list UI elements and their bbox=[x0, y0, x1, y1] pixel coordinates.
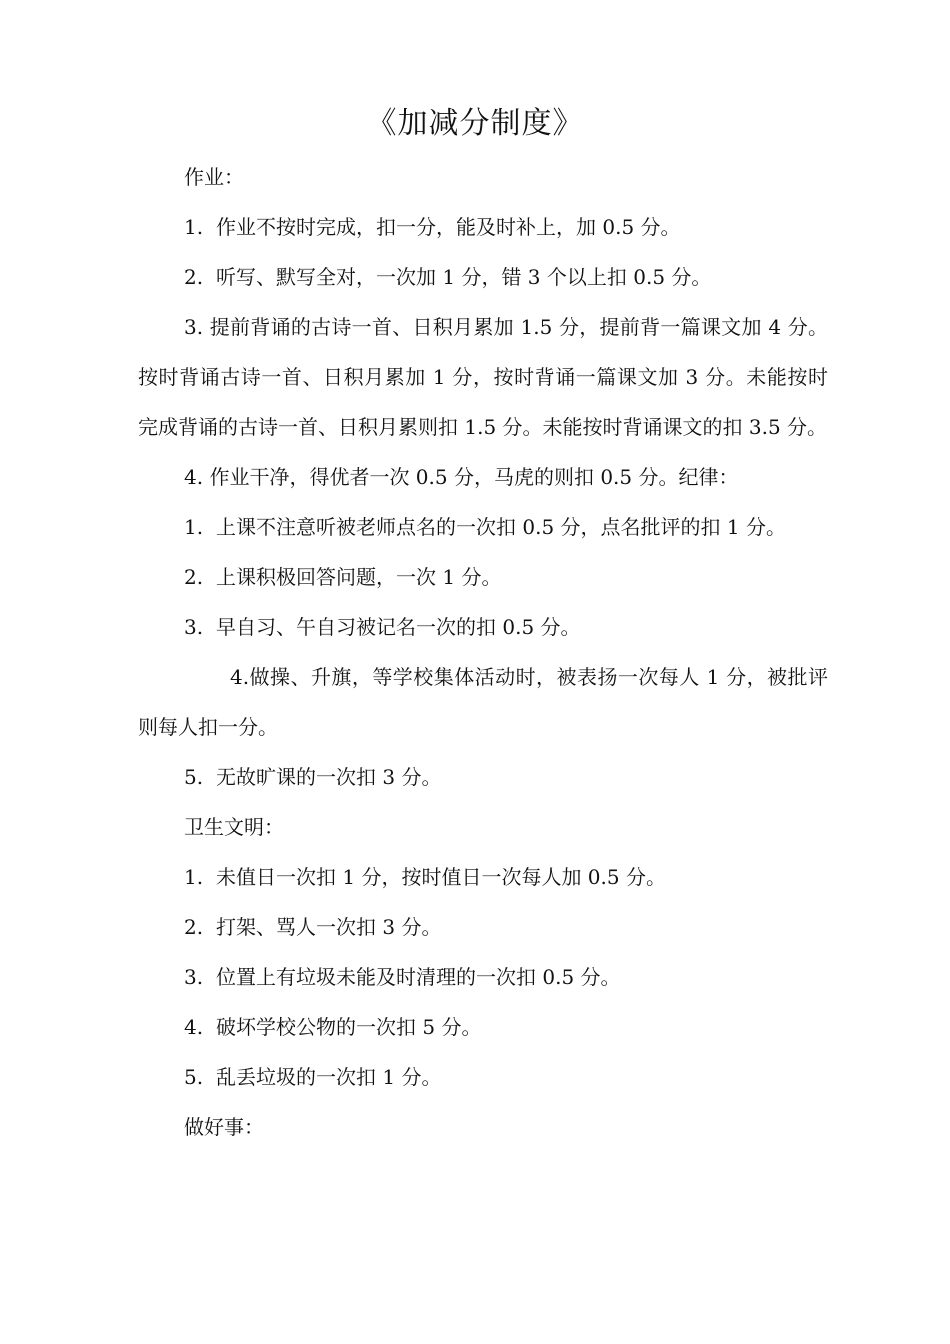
homework-item-3 bbox=[138, 302, 828, 452]
document-title: 《加减分制度》 bbox=[366, 106, 584, 141]
homework-item-2 bbox=[138, 252, 828, 302]
item-text: 乱丢垃圾的一次扣 1 分。 bbox=[216, 1065, 442, 1089]
discipline-item-2 bbox=[138, 552, 828, 602]
item-number: 5. bbox=[184, 765, 204, 789]
item-number: 4. bbox=[184, 465, 204, 489]
item-number: 1. bbox=[184, 515, 204, 539]
item-text: 破坏学校公物的一次扣 5 分。 bbox=[216, 1015, 482, 1039]
item-number: 3. bbox=[184, 965, 204, 989]
discipline-item-1 bbox=[138, 502, 828, 552]
hygiene-item-2 bbox=[138, 902, 828, 952]
item-text: 听写、默写全对，一次加 1 分，错 3 个以上扣 0.5 分。 bbox=[216, 265, 712, 289]
discipline-item-5 bbox=[138, 752, 828, 802]
item-text: 打架、骂人一次扣 3 分。 bbox=[216, 915, 442, 939]
item-text: 位置上有垃圾未能及时清理的一次扣 0.5 分。 bbox=[216, 965, 621, 989]
item-text: 未值日一次扣 1 分，按时值日一次每人加 0.5 分。 bbox=[216, 865, 666, 889]
item-text: 上课积极回答问题，一次 1 分。 bbox=[216, 565, 502, 589]
hygiene-item-1 bbox=[138, 852, 828, 902]
item-text: 作业干净，得优者一次 0.5 分，马虎的则扣 0.5 分。纪律： bbox=[209, 465, 739, 489]
item-number: 4. bbox=[184, 1015, 204, 1039]
item-text: 上课不注意听被老师点名的一次扣 0.5 分，点名批评的扣 1 分。 bbox=[216, 515, 786, 539]
discipline-item-4 bbox=[138, 652, 828, 752]
document-body bbox=[138, 152, 828, 1152]
item-number: 3. bbox=[184, 315, 204, 339]
section-heading-hygiene: 卫生文明： bbox=[184, 815, 284, 839]
item-number: 2. bbox=[184, 565, 204, 589]
section-heading-homework: 作业： bbox=[184, 165, 244, 189]
item-text: 无故旷课的一次扣 3 分。 bbox=[216, 765, 442, 789]
item-text: 作业不按时完成，扣一分，能及时补上，加 0.5 分。 bbox=[216, 215, 681, 239]
discipline-item-3 bbox=[138, 602, 828, 652]
item-number: 2. bbox=[184, 915, 204, 939]
item-number: 5. bbox=[184, 1065, 204, 1089]
item-text: 做操、升旗，等学校集体活动时，被表扬一次每人 1 分，被批评则每人扣一分。 bbox=[138, 665, 828, 739]
item-text: 早自习、午自习被记名一次的扣 0.5 分。 bbox=[216, 615, 581, 639]
hygiene-item-4 bbox=[138, 1002, 828, 1052]
item-text: 提前背诵的古诗一首、日积月累加 1.5 分，提前背一篇课文加 4 分。按时背诵古诗一首、日积月累加 1 分，按时背诵一篇课文加 3 分。未能按时完成背诵的古诗一首、日积月累则扣 1.5 分。未能按时背诵课文的扣 3.5 分。 bbox=[138, 315, 828, 439]
item-number: 1. bbox=[184, 865, 204, 889]
item-number: 4. bbox=[230, 665, 250, 689]
item-number: 3. bbox=[184, 615, 204, 639]
item-number: 2. bbox=[184, 265, 204, 289]
hygiene-item-3 bbox=[138, 952, 828, 1002]
homework-item-1 bbox=[138, 202, 828, 252]
hygiene-item-5 bbox=[138, 1052, 828, 1102]
item-number: 1. bbox=[184, 215, 204, 239]
section-heading-good-deeds: 做好事： bbox=[184, 1115, 264, 1139]
homework-item-4 bbox=[138, 452, 828, 502]
